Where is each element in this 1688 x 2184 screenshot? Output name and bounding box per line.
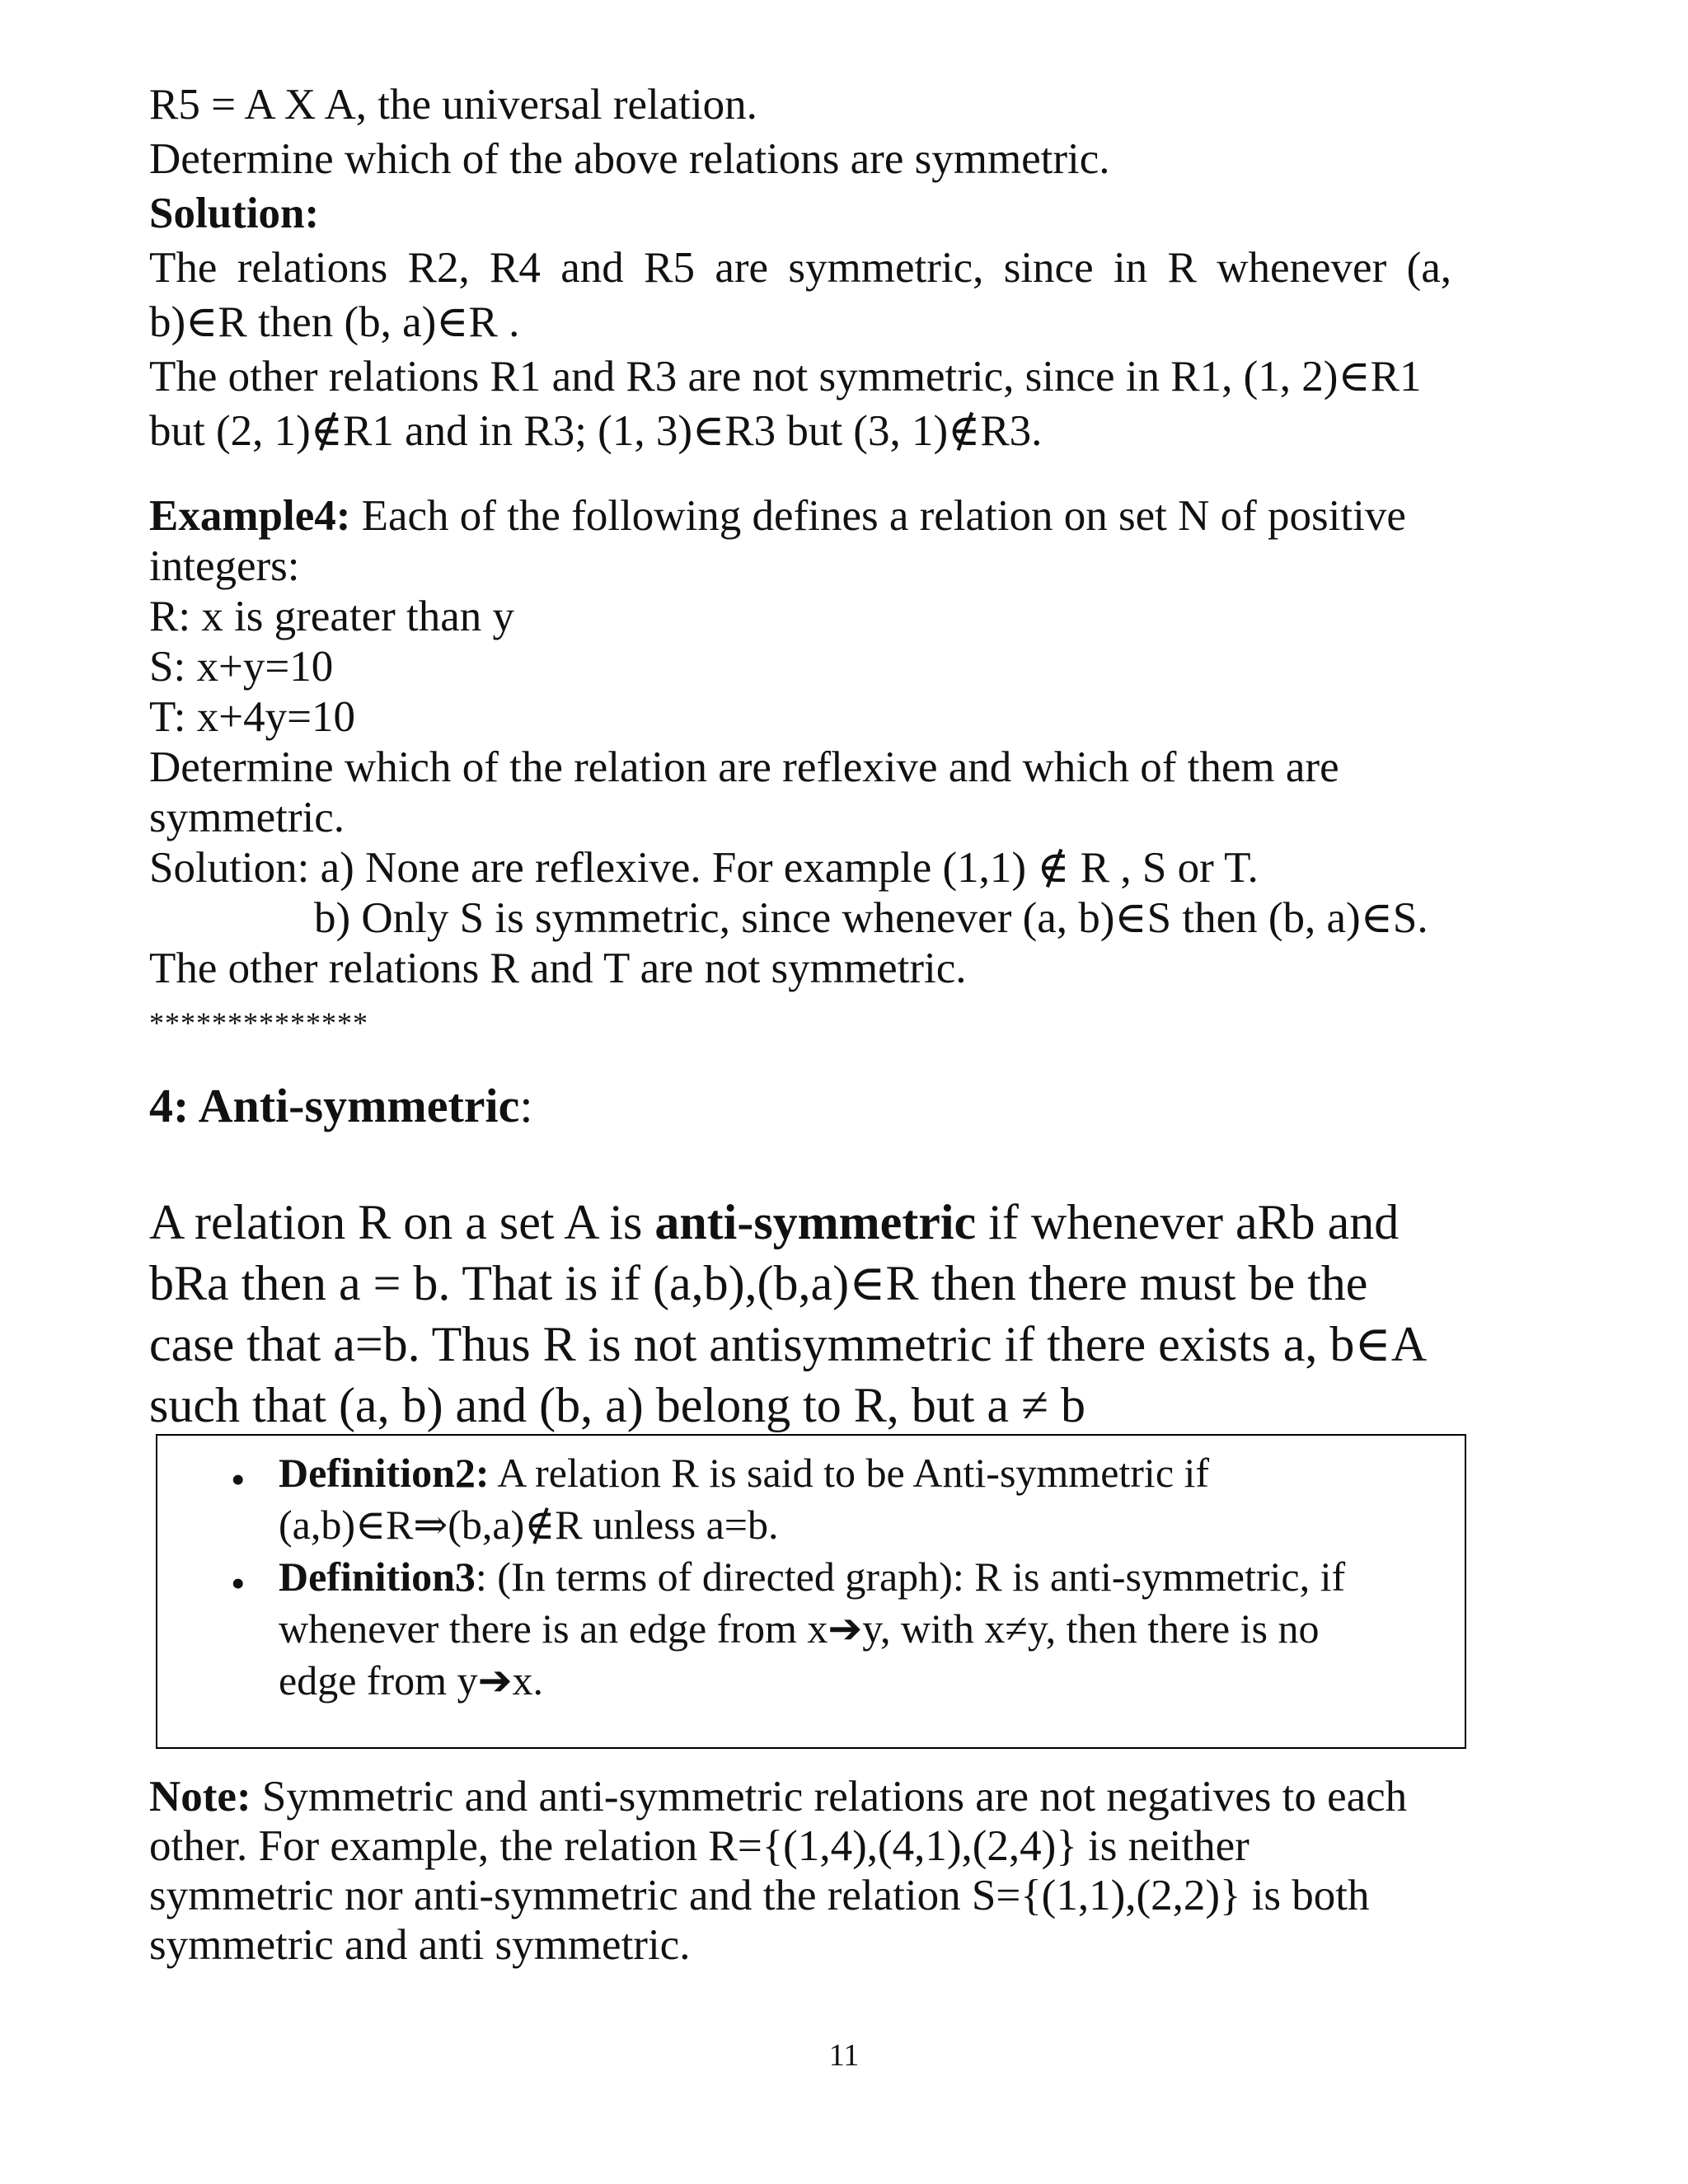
definition2-text: A relation R is said to be Anti-symmetric if <box>489 1450 1210 1496</box>
definition3-line-3: edge from y➔x. <box>279 1657 543 1704</box>
example4-section <box>149 491 1451 994</box>
antisymmetric-paragraph <box>149 1192 1451 1436</box>
solution-line-2: b)∈R then (b, a)∈R . <box>149 298 520 346</box>
note-line-1: Symmetric and anti-symmetric relations are not negatives to each <box>251 1773 1408 1821</box>
solution-line-3: The other relations R1 and R3 are not symmetric, since in R1, (1, 2)∈R1 <box>149 353 1422 401</box>
example4-solution-a: Solution: a) None are reflexive. For example (1,1) ∉ R , S or T. <box>149 844 1259 892</box>
r5-definition: R5 = A X A, the universal relation. <box>149 81 757 129</box>
bullet-icon: • <box>231 1456 246 1502</box>
relation-t: T: x+4y=10 <box>149 693 355 741</box>
example4-line-2: integers: <box>149 542 300 590</box>
example4-line-1: Each of the following defines a relation on set N of positive <box>350 492 1406 540</box>
relation-s: S: x+y=10 <box>149 643 334 691</box>
example4-solution-b: b) Only S is symmetric, since whenever (a, b)∈S then (b, a)∈S. <box>314 894 1428 942</box>
definition3 <box>279 1551 1449 1707</box>
definitions-box <box>156 1434 1466 1749</box>
example4-label: Example4: <box>149 492 351 540</box>
paragraph-bold-term: anti-symmetric <box>654 1195 977 1249</box>
section-heading-text: 4: Anti-symmetric <box>149 1079 520 1132</box>
example4-solution-c: The other relations R and T are not symmetric. <box>149 944 967 992</box>
separator-stars: ************** <box>149 1006 368 1039</box>
definition2 <box>279 1447 1449 1551</box>
question-text: Determine which of the above relations are symmetric. <box>149 135 1110 183</box>
solution-line-4: but (2, 1)∉R1 and in R3; (1, 3)∈R3 but (3, 1)∉R3. <box>149 407 1043 455</box>
example4-question-2: symmetric. <box>149 794 345 841</box>
paragraph-line-1a: A relation R on a set A is <box>149 1195 655 1249</box>
definition3-text: : (In terms of directed graph): R is anti-symmetric, if <box>475 1554 1346 1600</box>
section-heading-colon: : <box>519 1079 533 1132</box>
definition3-line-2: whenever there is an edge from x➔y, with x≠y, then there is no <box>279 1605 1320 1652</box>
page-number: 11 <box>828 2038 860 2073</box>
note-label: Note: <box>149 1773 251 1821</box>
definition3-label: Definition3 <box>279 1554 476 1600</box>
example4-question-1: Determine which of the relation are reflexive and which of them are <box>149 743 1339 791</box>
note-line-3: symmetric nor anti-symmetric and the relation S={(1,1),(2,2)} is both <box>149 1872 1370 1919</box>
definition2-label: Definition2: <box>279 1450 490 1496</box>
paragraph-line-2: bRa then a = b. That is if (a,b),(b,a)∈R then there must be the <box>149 1256 1368 1310</box>
note-section <box>149 1772 1451 1970</box>
solution-line-1: The relations R2, R4 and R5 are symmetric, since in R whenever (a, <box>149 244 1451 292</box>
definition2-line-2: (a,b)∈R⇒(b,a)∉R unless a=b. <box>279 1502 779 1548</box>
paragraph-line-1b: if whenever aRb and <box>976 1195 1400 1249</box>
intro-section <box>149 77 1451 458</box>
relation-r: R: x is greater than y <box>149 593 515 640</box>
bullet-icon: • <box>231 1560 246 1606</box>
paragraph-line-3: case that a=b. Thus R is not antisymmetric if there exists a, b∈A <box>149 1317 1428 1371</box>
note-line-4: symmetric and anti symmetric. <box>149 1921 691 1969</box>
note-line-2: other. For example, the relation R={(1,4),(4,1),(2,4)} is neither <box>149 1822 1250 1870</box>
paragraph-line-4: such that (a, b) and (b, a) belong to R, but a ≠ b <box>149 1378 1085 1432</box>
solution-label: Solution: <box>149 190 320 237</box>
section-heading <box>149 1077 1451 1135</box>
